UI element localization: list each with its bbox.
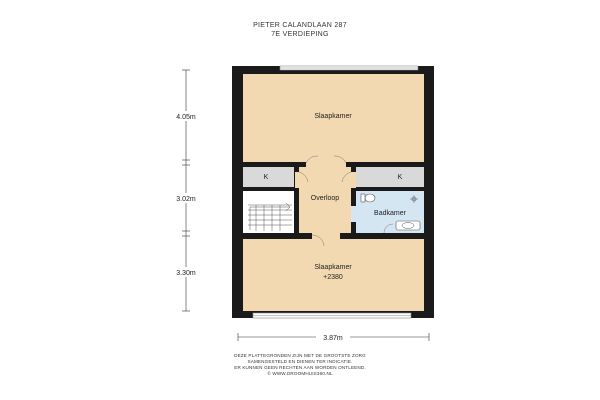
disclaimer-line: ER KUNNEN GEEN RECHTEN AAN WORDEN ONTLEEND. [234,365,366,370]
sink-icon [396,221,420,230]
room-label-closet-right: K [397,174,403,181]
room-level-bedroom-bottom: +2380 [323,274,343,281]
room-label-bedroom-top: Slaapkamer [314,113,352,120]
room-label-closet-left: K [263,174,269,181]
room-label-landing: Overloop [310,195,340,202]
dimension-height-top: 4.05m [176,114,196,121]
dimension-height-middle: 3.02m [176,196,196,203]
closet-right-area [356,167,424,187]
disclaimer-line: © WWW.DROOMHUIS360.NL [267,371,333,376]
room-label-bedroom-bottom: Slaapkamer [314,264,352,271]
room-label-bathroom: Badkamer [374,210,406,217]
dimension-height-bottom: 3.30m [176,270,196,277]
closet-left-area [243,167,294,187]
disclaimer-line: DEZE PLATTEGRONDEN ZIJN MET DE GROOTSTE ZORG [234,353,366,358]
stairs-area [243,191,294,233]
disclaimer-line: SAMENGESTELD EN DIENEN TER INDICATIE. [247,359,353,364]
dimension-width: 3.87m [323,335,343,342]
disclaimer [0,353,600,377]
address-title: PIETER CALANDLAAN 287 [253,22,347,29]
floor-title: 7E VERDIEPING [271,31,329,38]
toilet-icon [361,194,375,202]
